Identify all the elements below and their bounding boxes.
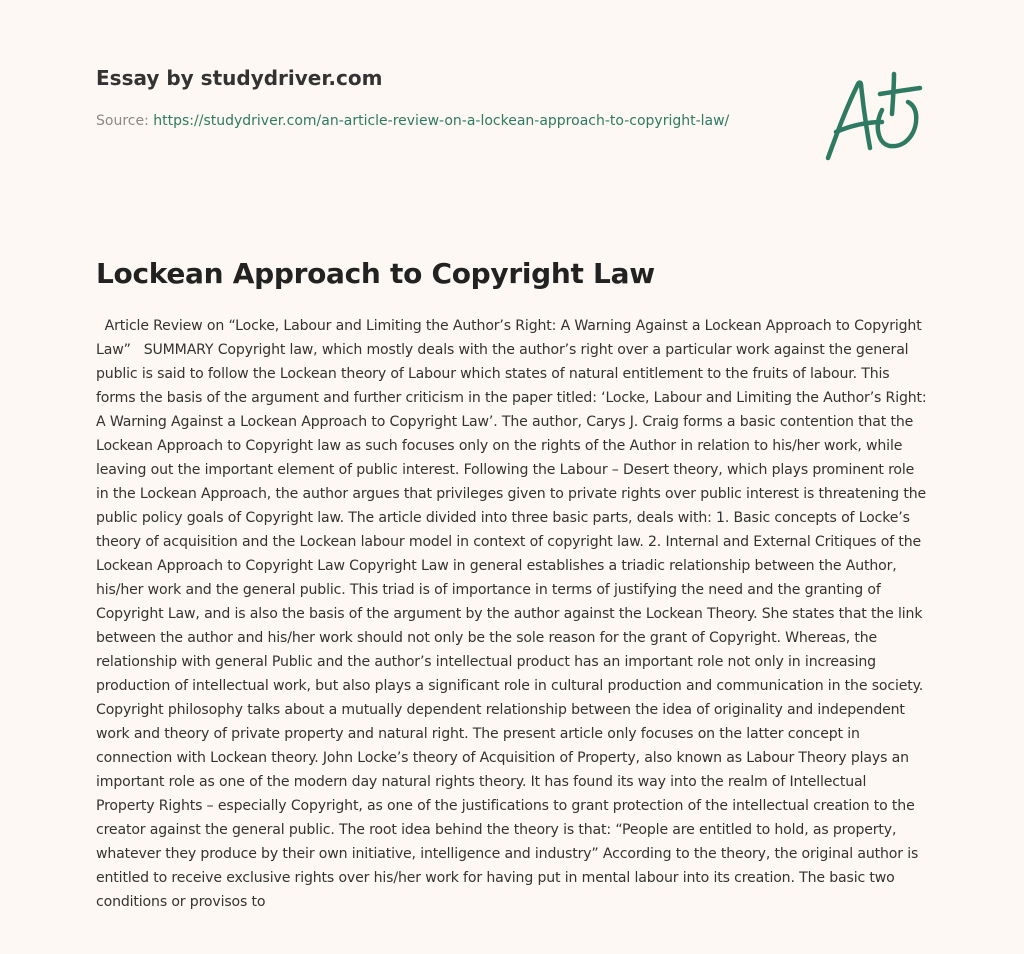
source-link[interactable]: https://studydriver.com/an-article-review-on-a-lockean-approach-to-copyright-law/ <box>153 113 730 129</box>
a-plus-icon <box>822 70 926 164</box>
source-label: Source: <box>96 113 154 129</box>
article-title: Lockean Approach to Copyright Law <box>96 257 655 290</box>
article-body: Article Review on “Locke, Labour and Limiting the Author’s Right: A Warning Against a Lockean Approach to Copyright Law” SUMMARY Copyright law, which mostly deals with the author’s right over a particular work against the general public is said to follow the Lockean theory of Labour which states of natural entitlement to the fruits of labour. This forms the basis of the argument and further criticism in the paper titled: ‘Locke, Labour and Limiting the Author’s Right: A Warning Against a Lockean Approach to Copyright Law’. The author, Carys J. Craig forms a basic contention that the Lockean Approach to Copyright law as such focuses only on the rights of the Author in relation to his/her work, while leaving out the important element of public interest. Following the Labour – Desert theory, which plays prominent role in the Lockean Approach, the author argues that privileges given to private rights over public interest is threatening the public policy goals of Copyright law. The article divided into three basic parts, deals with: 1. Basic concepts of Locke’s theory of acquisition and the Lockean labour model in context of copyright law. 2. Internal and External Critiques of the Lockean Approach to Copyright Law Copyright Law in general establishes a triadic relationship between the Author, his/her work and the general public. This triad is of importance in terms of justifying the need and the granting of Copyright Law, and is also the basis of the argument by the author against the Lockean Theory. She states that the link between the author and his/her work should not only be the sole reason for the grant of Copyright. Whereas, the relationship with general Public and the author’s intellectual product has an important role not only in increasing production of intellectual work, but also plays a significant role in cultural production and communication in the society. Copyright philosophy talks about a mutually dependent relationship between the idea of originality and independent work and theory of private property and natural right. The present article only focuses on the latter concept in connection with Lockean theory. John Locke’s theory of Acquisition of Property, also known as Labour Theory plays an important role as one of the modern day natural rights theory. It has found its way into the realm of Intellectual Property Rights – especially Copyright, as one of the justifications to grant protection of the intellectual creation to the creator against the general public. The root idea behind the theory is that: “People are entitled to hold, as property, whatever they produce by their own initiative, intelligence and industry” According to the theory, the original author is entitled to receive exclusive rights over his/her work for having put in mental labour into its creation. The basic two conditions or provisos to <box>96 318 931 910</box>
brand-title: Essay by studydriver.com <box>96 66 383 90</box>
source-line <box>96 109 756 133</box>
essay-header <box>96 64 776 133</box>
